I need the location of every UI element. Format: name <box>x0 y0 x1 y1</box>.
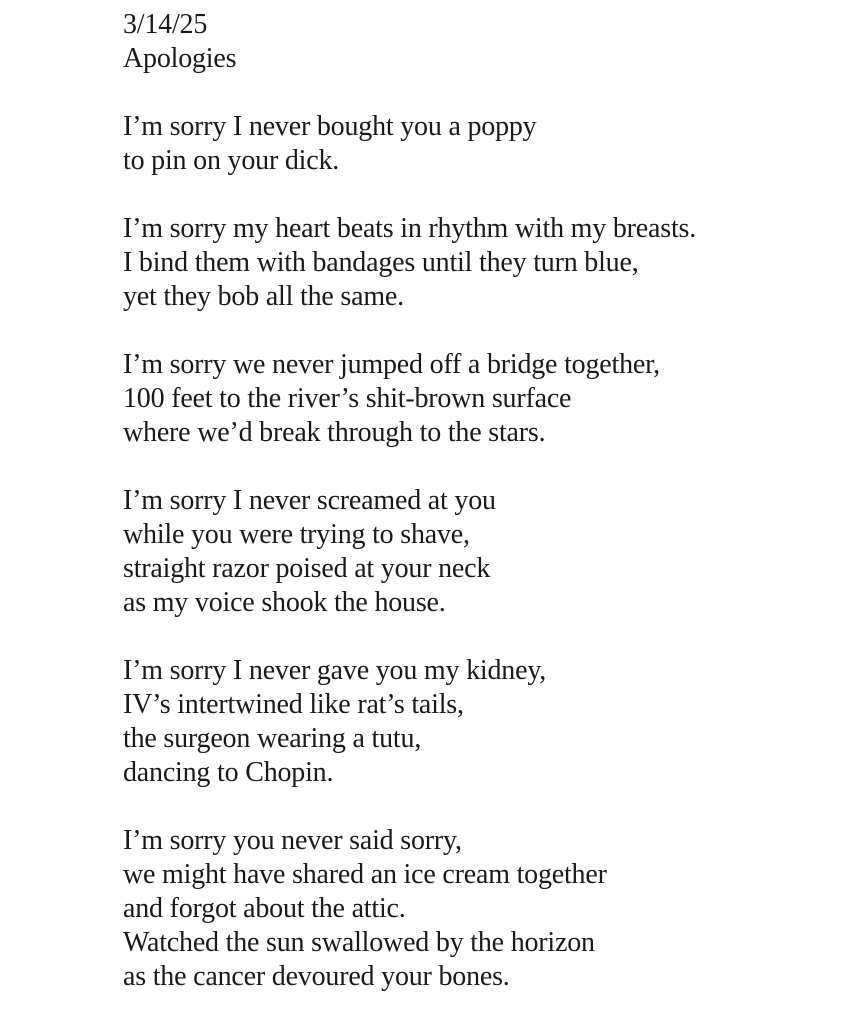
poem-stanza <box>123 824 835 994</box>
poem-line: where we’d break through to the stars. <box>123 417 546 448</box>
poem-line: the surgeon wearing a tutu, <box>123 723 422 754</box>
poem-line: Watched the sun swallowed by the horizon <box>123 927 595 958</box>
poem-line: dancing to Chopin. <box>123 757 334 788</box>
poem-stanza <box>123 654 835 790</box>
poem-line: we might have shared an ice cream together <box>123 859 607 890</box>
poem-line: I bind them with bandages until they turn blue, <box>123 247 639 278</box>
poem-line: as my voice shook the house. <box>123 587 446 618</box>
poem-header <box>123 8 835 76</box>
poem-line: I’m sorry I never bought you a poppy <box>123 111 537 142</box>
poem-stanza <box>123 212 835 314</box>
poem-body <box>123 110 835 994</box>
poem-line: straight razor poised at your neck <box>123 553 491 584</box>
poem-line: I’m sorry you never said sorry, <box>123 825 462 856</box>
poem-date: 3/14/25 <box>123 9 208 40</box>
poem-title: Apologies <box>123 43 237 74</box>
poem-stanza <box>123 110 835 178</box>
poem-stanza <box>123 484 835 620</box>
poem-line: yet they bob all the same. <box>123 281 404 312</box>
poem-line: IV’s intertwined like rat’s tails, <box>123 689 464 720</box>
poem-line: and forgot about the attic. <box>123 893 406 924</box>
poem-line: to pin on your dick. <box>123 145 340 176</box>
poem-line: I’m sorry I never gave you my kidney, <box>123 655 547 686</box>
poem-stanza <box>123 348 835 450</box>
poem-line: I’m sorry my heart beats in rhythm with my breasts. <box>123 213 697 244</box>
poem-line: while you were trying to shave, <box>123 519 470 550</box>
poem-line: I’m sorry I never screamed at you <box>123 485 496 516</box>
poem-line: as the cancer devoured your bones. <box>123 961 510 992</box>
poem-line: 100 feet to the river’s shit-brown surface <box>123 383 572 414</box>
poem-line: I’m sorry we never jumped off a bridge together, <box>123 349 660 380</box>
